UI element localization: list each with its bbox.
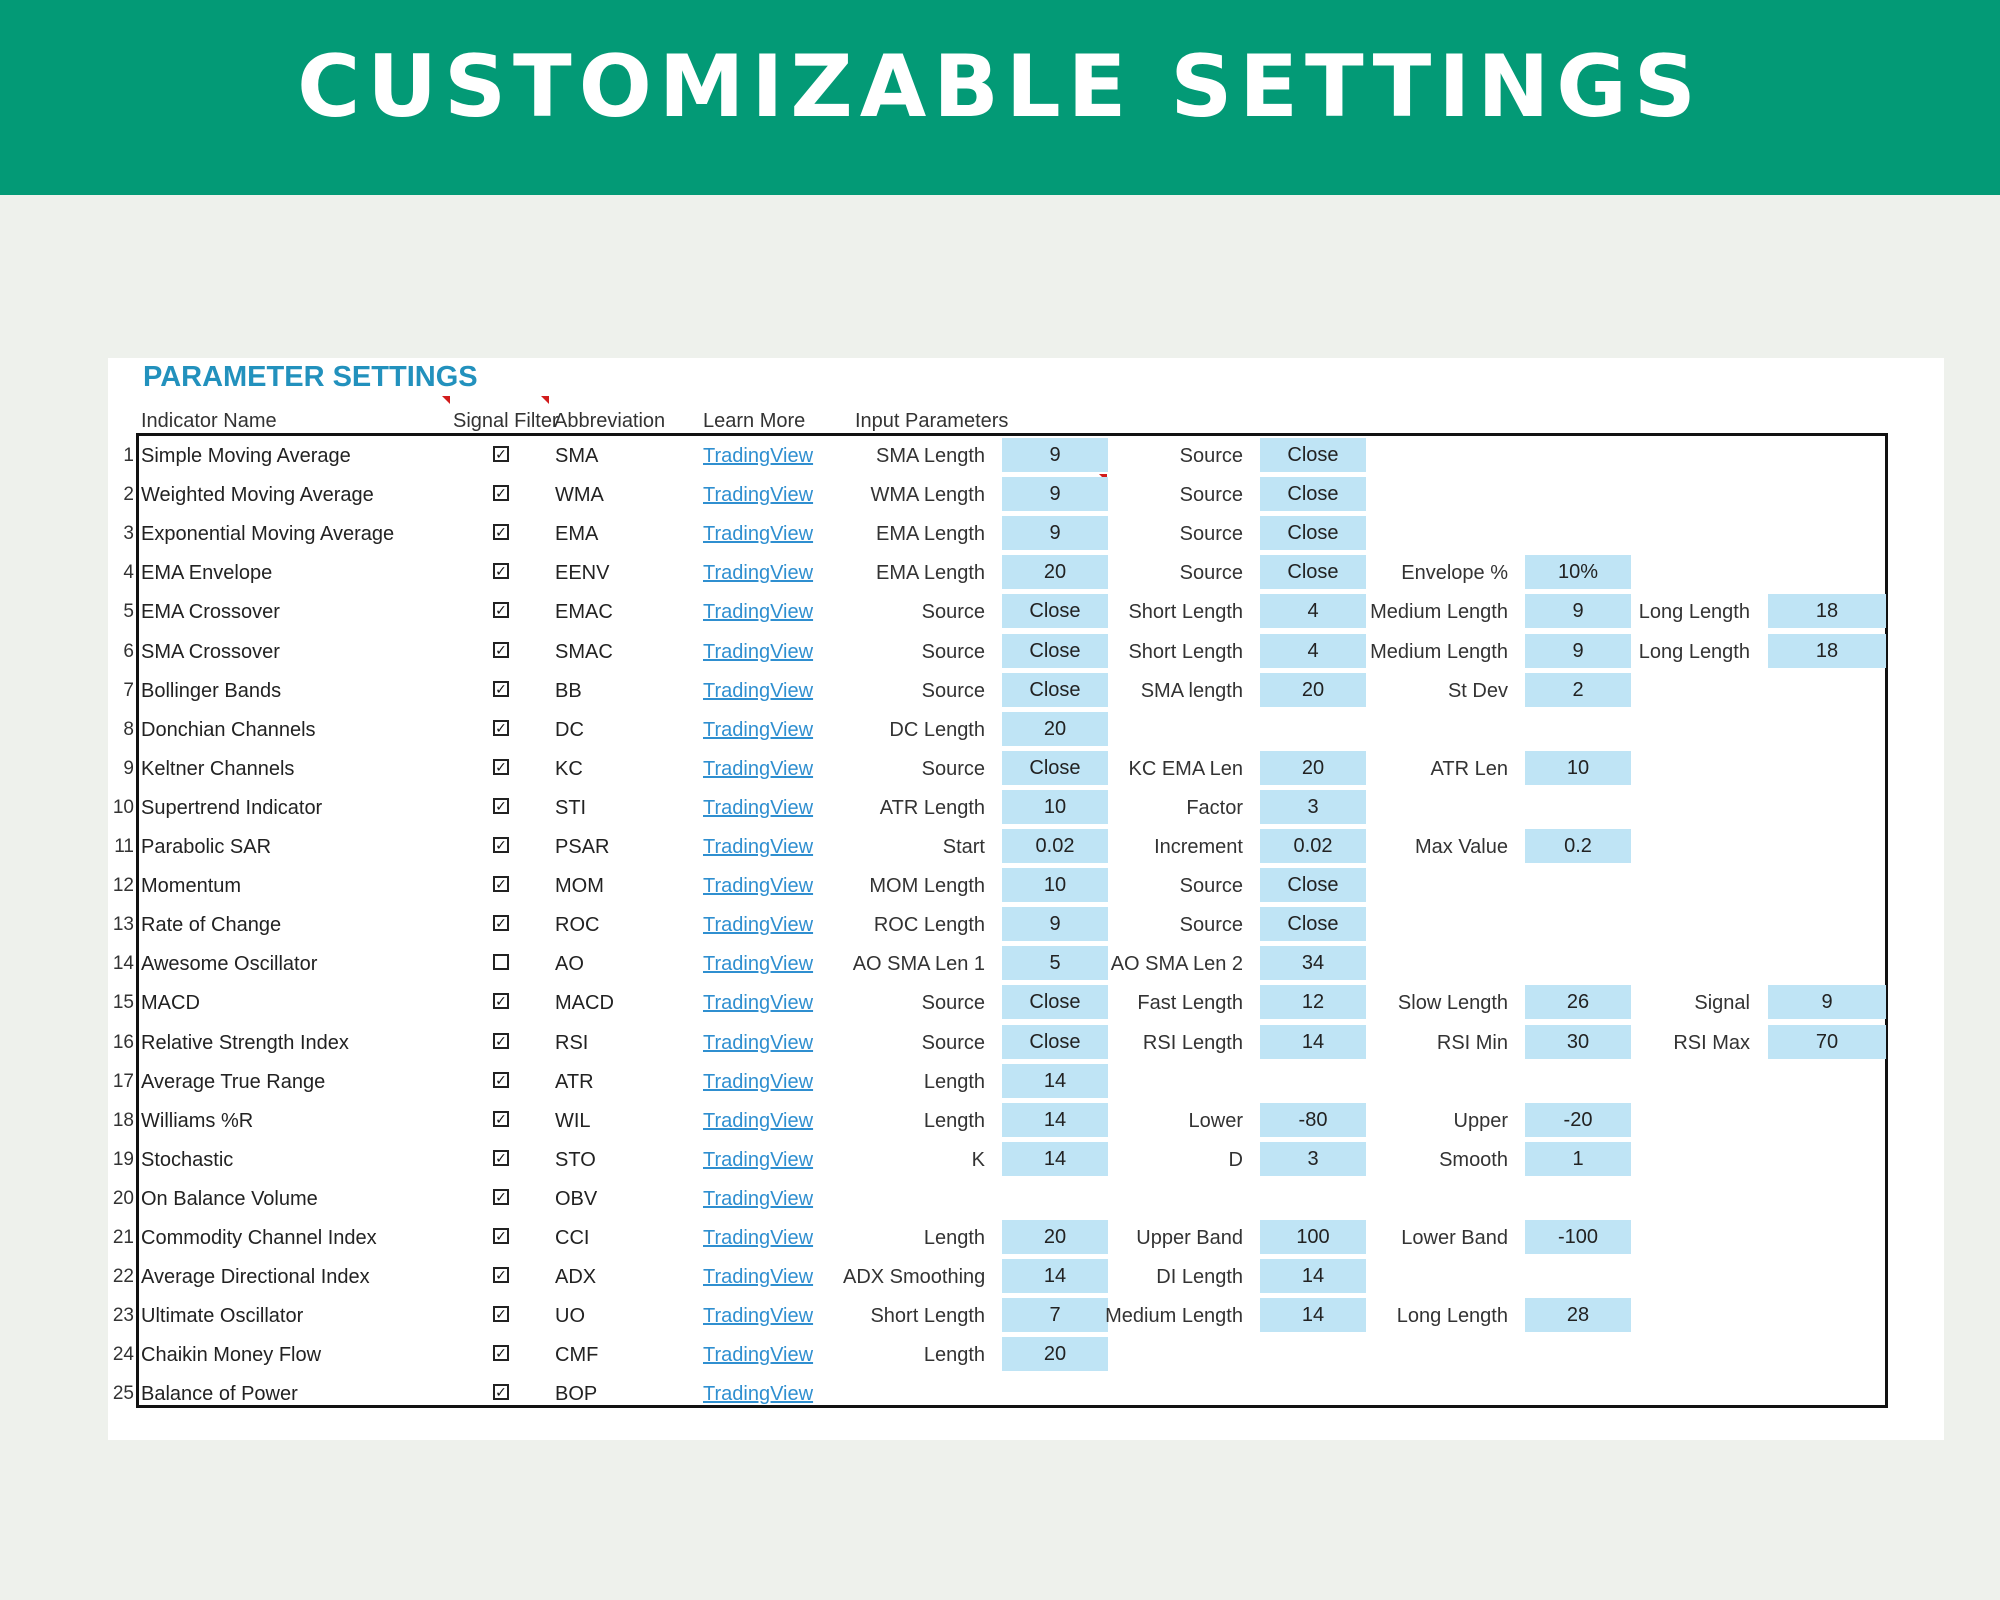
- row-number: 8: [123, 718, 134, 740]
- learn-more-link[interactable]: TradingView: [703, 992, 814, 1015]
- table-row: [108, 436, 1944, 475]
- signal-filter-checkbox[interactable]: ✓: [493, 1345, 509, 1361]
- param-label: Lower Band: [1401, 1227, 1508, 1249]
- table-row: [108, 1374, 1944, 1413]
- param-value-input[interactable]: 26: [1525, 985, 1631, 1019]
- learn-more-link[interactable]: TradingView: [703, 796, 814, 819]
- param-value-input[interactable]: Close: [1002, 985, 1108, 1019]
- learn-more-link[interactable]: TradingView: [703, 1305, 814, 1328]
- learn-more-link[interactable]: TradingView: [703, 875, 814, 898]
- param-value-input[interactable]: Close: [1002, 673, 1108, 707]
- indicator-name: Balance of Power: [141, 1383, 298, 1406]
- indicator-name: On Balance Volume: [141, 1187, 318, 1210]
- param-value-input[interactable]: 14: [1002, 1142, 1108, 1176]
- indicator-abbreviation: BB: [555, 679, 582, 702]
- param-value-input[interactable]: 14: [1260, 1259, 1366, 1293]
- learn-more-link[interactable]: TradingView: [703, 718, 814, 741]
- table-row: [108, 1023, 1944, 1062]
- learn-more-link[interactable]: TradingView: [703, 953, 814, 976]
- param-value-input[interactable]: 12: [1260, 985, 1366, 1019]
- learn-more-link[interactable]: TradingView: [703, 1344, 814, 1367]
- param-value-input[interactable]: 14: [1002, 1259, 1108, 1293]
- param-label: DC Length: [889, 718, 985, 741]
- param-label: ROC Length: [873, 914, 985, 937]
- signal-filter-checkbox[interactable]: [493, 954, 509, 970]
- header-input-parameters: Input Parameters: [855, 410, 1009, 432]
- param-label: DI Length: [1156, 1266, 1243, 1289]
- indicator-name: Average True Range: [141, 1070, 326, 1093]
- param-label: RSI Min: [1436, 1031, 1508, 1054]
- param-label: Source: [1179, 445, 1243, 467]
- param-value-input[interactable]: 20: [1002, 1337, 1108, 1371]
- param-label: Source: [1179, 562, 1243, 585]
- indicator-name: Donchian Channels: [141, 718, 316, 741]
- row-number: 18: [112, 1109, 134, 1131]
- table-row: [108, 1140, 1944, 1179]
- indicator-name: Rate of Change: [141, 914, 282, 937]
- table-row: [108, 592, 1944, 631]
- indicator-name: Exponential Moving Average: [141, 523, 395, 546]
- row-number: 19: [112, 1148, 134, 1170]
- param-value-input[interactable]: Close: [1002, 751, 1108, 785]
- param-label: Long Length: [1638, 640, 1750, 663]
- indicator-name: MACD: [141, 992, 200, 1015]
- param-value-input[interactable]: 34: [1260, 946, 1366, 980]
- header-learn-more: Learn More: [703, 410, 806, 432]
- indicator-abbreviation: WIL: [555, 1109, 591, 1132]
- param-label: Source: [921, 1031, 985, 1054]
- param-label: MOM Length: [869, 875, 985, 898]
- signal-filter-checkbox[interactable]: ✓: [493, 642, 509, 658]
- row-number: 1: [123, 445, 134, 466]
- param-value-input[interactable]: -20: [1525, 1103, 1631, 1137]
- table-row: [108, 749, 1944, 788]
- param-value-input[interactable]: 10: [1002, 790, 1108, 824]
- indicator-name: Average Directional Index: [141, 1266, 370, 1289]
- param-value-input[interactable]: 100: [1260, 1220, 1366, 1254]
- indicator-abbreviation: STO: [555, 1148, 596, 1171]
- param-value-input[interactable]: 9: [1002, 438, 1108, 472]
- param-value-input[interactable]: 20: [1260, 673, 1366, 707]
- signal-filter-checkbox[interactable]: ✓: [493, 1033, 509, 1049]
- signal-filter-checkbox[interactable]: ✓: [493, 837, 509, 853]
- param-value-input[interactable]: 20: [1002, 712, 1108, 746]
- param-value-input[interactable]: 9: [1002, 516, 1108, 550]
- param-value-input[interactable]: 10: [1002, 868, 1108, 902]
- param-label: SMA length: [1140, 679, 1243, 702]
- param-value-input[interactable]: Close: [1002, 634, 1108, 668]
- indicator-abbreviation: BOP: [555, 1383, 598, 1406]
- indicator-abbreviation: CMF: [555, 1344, 599, 1367]
- learn-more-link[interactable]: TradingView: [703, 1148, 814, 1171]
- signal-filter-checkbox[interactable]: ✓: [493, 524, 509, 540]
- param-value-input[interactable]: 9: [1525, 634, 1631, 668]
- learn-more-link[interactable]: TradingView: [703, 445, 814, 467]
- signal-filter-checkbox[interactable]: ✓: [493, 1267, 509, 1283]
- row-number: 23: [112, 1305, 134, 1327]
- learn-more-link[interactable]: TradingView: [703, 914, 814, 937]
- sheet-title: PARAMETER SETTINGS: [143, 361, 478, 393]
- row-number: 25: [112, 1383, 134, 1405]
- param-value-input[interactable]: 0.02: [1002, 829, 1108, 863]
- param-label: EMA Length: [876, 562, 985, 585]
- indicator-name: Stochastic: [141, 1148, 234, 1171]
- param-value-input[interactable]: Close: [1260, 868, 1366, 902]
- param-label: K: [971, 1148, 985, 1171]
- param-label: Short Length: [1128, 601, 1243, 624]
- row-number: 16: [112, 1031, 134, 1053]
- param-label: D: [1228, 1148, 1243, 1171]
- row-number: 9: [123, 757, 134, 779]
- param-label: Medium Length: [1105, 1305, 1243, 1328]
- param-label: WMA Length: [870, 484, 985, 507]
- param-value-input[interactable]: -80: [1260, 1103, 1366, 1137]
- row-number: 17: [112, 1070, 134, 1092]
- row-number: 15: [112, 992, 134, 1014]
- header-indicator-name: Indicator Name: [141, 410, 277, 432]
- indicator-name: Relative Strength Index: [141, 1031, 349, 1054]
- learn-more-link[interactable]: TradingView: [703, 1227, 814, 1249]
- param-label: Increment: [1154, 836, 1243, 858]
- indicator-abbreviation: AO: [555, 953, 584, 976]
- learn-more-link[interactable]: TradingView: [703, 1266, 814, 1289]
- table-row: [108, 905, 1944, 944]
- indicator-abbreviation: SMA: [555, 445, 599, 467]
- header-signal-filter: Signal Filter: [453, 410, 559, 432]
- signal-filter-checkbox[interactable]: ✓: [493, 876, 509, 892]
- table-row: [108, 1335, 1944, 1374]
- indicator-name: Supertrend Indicator: [141, 796, 323, 819]
- param-value-input[interactable]: 30: [1525, 1025, 1631, 1059]
- indicator-abbreviation: CCI: [555, 1227, 590, 1249]
- learn-more-link[interactable]: TradingView: [703, 1109, 814, 1132]
- param-label: AO SMA Len 2: [1110, 953, 1243, 976]
- table-row: [108, 1179, 1944, 1218]
- signal-filter-checkbox[interactable]: ✓: [493, 1072, 509, 1088]
- indicator-name: Commodity Channel Index: [141, 1227, 377, 1249]
- header-abbreviation: Abbreviation: [554, 410, 666, 432]
- param-value-input[interactable]: -100: [1525, 1220, 1631, 1254]
- param-label: Fast Length: [1137, 992, 1243, 1015]
- signal-filter-checkbox[interactable]: ✓: [493, 993, 509, 1009]
- param-value-input[interactable]: 1: [1525, 1142, 1631, 1176]
- param-value-input[interactable]: Close: [1260, 438, 1366, 472]
- row-number: 13: [112, 914, 134, 936]
- indicator-name: Bollinger Bands: [141, 679, 282, 702]
- param-value-input[interactable]: 3: [1260, 790, 1366, 824]
- param-label: ATR Length: [879, 796, 985, 819]
- table-row: [108, 1296, 1944, 1335]
- param-label: Medium Length: [1370, 640, 1508, 663]
- indicator-abbreviation: DC: [555, 718, 584, 741]
- param-value-input[interactable]: 9: [1002, 477, 1108, 511]
- learn-more-link[interactable]: TradingView: [703, 523, 814, 546]
- param-value-input[interactable]: 20: [1260, 751, 1366, 785]
- param-value-input[interactable]: 10%: [1525, 555, 1631, 589]
- row-number: 2: [123, 484, 134, 506]
- param-value-input[interactable]: 20: [1002, 555, 1108, 589]
- indicator-abbreviation: PSAR: [555, 836, 610, 858]
- param-value-input[interactable]: 70: [1768, 1025, 1886, 1059]
- param-value-input[interactable]: 5: [1002, 946, 1108, 980]
- param-value-input[interactable]: Close: [1260, 555, 1366, 589]
- learn-more-link[interactable]: TradingView: [703, 836, 814, 858]
- param-value-input[interactable]: 7: [1002, 1298, 1108, 1332]
- signal-filter-checkbox[interactable]: ✓: [493, 602, 509, 618]
- row-number: 11: [114, 836, 134, 857]
- signal-filter-checkbox[interactable]: ✓: [493, 1228, 509, 1244]
- indicator-abbreviation: EENV: [555, 562, 610, 585]
- signal-filter-checkbox[interactable]: ✓: [493, 915, 509, 931]
- row-number: 6: [123, 640, 134, 662]
- param-label: Length: [923, 1227, 985, 1249]
- signal-filter-checkbox[interactable]: ✓: [493, 563, 509, 579]
- param-value-input[interactable]: 14: [1002, 1064, 1108, 1098]
- param-value-input[interactable]: 2: [1525, 673, 1631, 707]
- signal-filter-checkbox[interactable]: ✓: [493, 1111, 509, 1127]
- signal-filter-checkbox[interactable]: ✓: [493, 720, 509, 736]
- learn-more-link[interactable]: TradingView: [703, 1070, 814, 1093]
- learn-more-link[interactable]: TradingView: [703, 1187, 814, 1210]
- indicator-name: Ultimate Oscillator: [141, 1305, 304, 1328]
- param-label: St Dev: [1447, 679, 1508, 702]
- table-row: [108, 866, 1944, 905]
- signal-filter-checkbox[interactable]: ✓: [493, 1189, 509, 1205]
- table-row: [108, 983, 1944, 1022]
- param-label: Factor: [1186, 796, 1243, 819]
- param-value-input[interactable]: 14: [1002, 1103, 1108, 1137]
- table-row: [108, 475, 1944, 514]
- param-value-input[interactable]: Close: [1260, 907, 1366, 941]
- param-value-input[interactable]: 28: [1525, 1298, 1631, 1332]
- banner-title: CUSTOMIZABLE SETTINGS: [297, 36, 1703, 137]
- comment-marker[interactable]: [442, 396, 450, 404]
- row-number: 24: [112, 1344, 134, 1366]
- row-number: 12: [112, 875, 134, 897]
- param-label: RSI Max: [1673, 1031, 1750, 1054]
- learn-more-link[interactable]: TradingView: [703, 1031, 814, 1054]
- indicator-abbreviation: EMA: [555, 523, 599, 546]
- param-value-input[interactable]: 14: [1260, 1025, 1366, 1059]
- table-row: [108, 944, 1944, 983]
- indicator-abbreviation: EMAC: [555, 601, 613, 624]
- param-value-input[interactable]: 4: [1260, 634, 1366, 668]
- indicator-name: Weighted Moving Average: [141, 484, 374, 507]
- param-label: Smooth: [1439, 1148, 1508, 1171]
- indicator-abbreviation: ROC: [555, 914, 600, 937]
- table-row: [108, 671, 1944, 710]
- param-label: Source: [921, 640, 985, 663]
- param-label: Medium Length: [1370, 601, 1508, 624]
- indicator-name: Parabolic SAR: [141, 836, 272, 858]
- param-label: KC EMA Len: [1128, 757, 1243, 780]
- param-label: Source: [921, 679, 985, 702]
- param-label: Lower: [1188, 1109, 1243, 1132]
- param-label: Signal: [1694, 992, 1750, 1015]
- param-label: Start: [942, 836, 985, 858]
- indicator-name: Chaikin Money Flow: [141, 1344, 322, 1367]
- param-label: Length: [923, 1109, 985, 1132]
- param-label: Long Length: [1638, 601, 1750, 624]
- learn-more-link[interactable]: TradingView: [703, 757, 814, 780]
- table-row: [108, 710, 1944, 749]
- param-value-input[interactable]: 9: [1525, 594, 1631, 628]
- row-number: 20: [112, 1187, 134, 1209]
- param-label: Slow Length: [1397, 992, 1508, 1015]
- indicator-name: SMA Crossover: [141, 640, 280, 663]
- param-label: Source: [1179, 875, 1243, 898]
- param-label: SMA Length: [876, 445, 985, 467]
- param-value-input[interactable]: Close: [1260, 516, 1366, 550]
- row-number: 21: [112, 1227, 134, 1248]
- learn-more-link[interactable]: TradingView: [703, 601, 814, 624]
- param-label: Source: [1179, 484, 1243, 507]
- param-label: Source: [921, 601, 985, 624]
- row-number: 7: [123, 679, 134, 701]
- row-number: 14: [112, 953, 134, 975]
- indicator-abbreviation: WMA: [555, 484, 604, 507]
- table-row: [108, 514, 1944, 553]
- signal-filter-checkbox[interactable]: ✓: [493, 485, 509, 501]
- param-label: Source: [921, 992, 985, 1015]
- param-value-input[interactable]: 10: [1525, 751, 1631, 785]
- param-label: RSI Length: [1142, 1031, 1243, 1054]
- param-label: Short Length: [1128, 640, 1243, 663]
- signal-filter-checkbox[interactable]: ✓: [493, 1384, 509, 1400]
- table-row: [108, 553, 1944, 592]
- param-label: Max Value: [1414, 836, 1508, 858]
- param-value-input[interactable]: 9: [1768, 985, 1886, 1019]
- signal-filter-checkbox[interactable]: ✓: [493, 446, 509, 462]
- header-banner: [0, 0, 2000, 195]
- param-value-input[interactable]: 20: [1002, 1220, 1108, 1254]
- param-value-input[interactable]: Close: [1260, 477, 1366, 511]
- param-value-input[interactable]: 14: [1260, 1298, 1366, 1332]
- param-label: Envelope %: [1401, 562, 1508, 585]
- table-row: [108, 632, 1944, 671]
- signal-filter-checkbox[interactable]: ✓: [493, 681, 509, 697]
- indicator-name: Simple Moving Average: [141, 445, 351, 467]
- param-value-input[interactable]: Close: [1002, 594, 1108, 628]
- param-label: Length: [923, 1070, 985, 1093]
- param-label: Source: [1179, 914, 1243, 937]
- table-row: [108, 788, 1944, 827]
- param-value-input[interactable]: 0.02: [1260, 829, 1366, 863]
- indicator-abbreviation: ATR: [555, 1070, 594, 1093]
- signal-filter-checkbox[interactable]: ✓: [493, 759, 509, 775]
- table-row: [108, 1257, 1944, 1296]
- signal-filter-checkbox[interactable]: ✓: [493, 798, 509, 814]
- indicator-abbreviation: STI: [555, 796, 587, 819]
- indicator-abbreviation: KC: [555, 757, 583, 780]
- param-label: Long Length: [1396, 1305, 1508, 1328]
- row-number: 22: [112, 1266, 134, 1288]
- param-label: Source: [1179, 523, 1243, 546]
- indicator-name: Keltner Channels: [141, 757, 295, 780]
- signal-filter-checkbox[interactable]: ✓: [493, 1150, 509, 1166]
- signal-filter-checkbox[interactable]: ✓: [493, 1306, 509, 1322]
- learn-more-link[interactable]: TradingView: [703, 484, 814, 507]
- row-number: 10: [112, 796, 134, 818]
- indicator-abbreviation: ADX: [555, 1266, 597, 1289]
- indicator-name: EMA Crossover: [141, 601, 280, 624]
- row-number: 5: [123, 601, 134, 623]
- indicator-abbreviation: SMAC: [555, 640, 613, 663]
- comment-marker[interactable]: [541, 396, 549, 404]
- indicator-name: Momentum: [141, 875, 242, 898]
- param-value-input[interactable]: Close: [1002, 1025, 1108, 1059]
- indicator-abbreviation: MACD: [555, 992, 614, 1015]
- param-label: Upper Band: [1136, 1227, 1243, 1249]
- table-row: [108, 827, 1944, 866]
- indicator-abbreviation: MOM: [555, 875, 604, 898]
- table-row: [108, 1101, 1944, 1140]
- indicator-abbreviation: UO: [555, 1305, 585, 1328]
- table-row: [108, 1218, 1944, 1257]
- learn-more-link[interactable]: TradingView: [703, 562, 814, 585]
- param-label: Short Length: [870, 1305, 985, 1328]
- param-label: Upper: [1453, 1109, 1508, 1132]
- param-value-input[interactable]: 18: [1768, 634, 1886, 668]
- row-number: 3: [123, 523, 134, 545]
- param-label: AO SMA Len 1: [852, 953, 985, 976]
- param-label: EMA Length: [876, 523, 985, 546]
- learn-more-link[interactable]: TradingView: [703, 640, 814, 663]
- indicator-name: EMA Envelope: [141, 562, 273, 585]
- param-value-input[interactable]: 3: [1260, 1142, 1366, 1176]
- indicator-abbreviation: OBV: [555, 1187, 598, 1210]
- table-row: [108, 1062, 1944, 1101]
- parameter-settings-sheet: [108, 358, 1944, 1440]
- param-value-input[interactable]: 0.2: [1525, 829, 1631, 863]
- row-number: 4: [123, 562, 134, 584]
- param-value-input[interactable]: 18: [1768, 594, 1886, 628]
- param-label: ATR Len: [1430, 757, 1508, 780]
- indicator-abbreviation: RSI: [555, 1031, 589, 1054]
- param-label: Length: [923, 1344, 985, 1367]
- param-value-input[interactable]: 9: [1002, 907, 1108, 941]
- indicator-name: Williams %R: [141, 1109, 254, 1132]
- indicator-name: Awesome Oscillator: [141, 953, 318, 976]
- param-label: Source: [921, 757, 985, 780]
- param-value-input[interactable]: 4: [1260, 594, 1366, 628]
- learn-more-link[interactable]: TradingView: [703, 1383, 814, 1406]
- param-label: ADX Smoothing: [843, 1266, 986, 1289]
- learn-more-link[interactable]: TradingView: [703, 679, 814, 702]
